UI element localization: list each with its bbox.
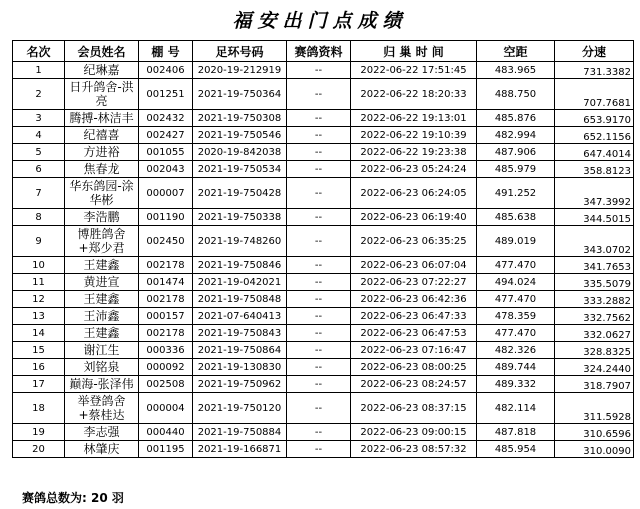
ring-cell: 2021-19-166871 [193,441,287,458]
shed-cell: 002427 [139,127,193,144]
table-row [13,226,634,257]
info-cell: -- [287,325,351,342]
shed-cell: 002406 [139,62,193,79]
table-row [13,274,634,291]
ring-cell: 2021-19-750546 [193,127,287,144]
time-cell: 2022-06-23 07:16:47 [351,342,477,359]
header-member-name: 会员姓名 [65,41,139,62]
shed-cell: 000004 [139,393,193,424]
info-cell: -- [287,274,351,291]
distance-cell: 487.818 [477,424,555,441]
member-name-cell: 举登鸽舍+蔡桂达 [65,393,139,424]
table-row [13,178,634,209]
table-row [13,376,634,393]
table-row [13,62,634,79]
table-row [13,441,634,458]
header-return-time: 归 巢 时 间 [351,41,477,62]
time-cell: 2022-06-23 06:35:25 [351,226,477,257]
info-cell: -- [287,144,351,161]
rank-cell: 1 [13,62,65,79]
time-cell: 2022-06-23 06:47:53 [351,325,477,342]
table-row [13,359,634,376]
distance-cell: 487.906 [477,144,555,161]
table-row [13,424,634,441]
speed-cell: 318.7907 [555,376,634,393]
time-cell: 2022-06-22 19:10:39 [351,127,477,144]
distance-cell: 477.470 [477,291,555,308]
speed-cell: 343.0702 [555,226,634,257]
speed-cell: 311.5928 [555,393,634,424]
header-pigeon-info: 赛鸽资料 [287,41,351,62]
rank-cell: 6 [13,161,65,178]
rank-cell: 16 [13,359,65,376]
time-cell: 2022-06-23 06:42:36 [351,291,477,308]
distance-cell: 477.470 [477,257,555,274]
rank-cell: 11 [13,274,65,291]
ring-cell: 2021-19-750864 [193,342,287,359]
rank-cell: 13 [13,308,65,325]
time-cell: 2022-06-23 08:57:32 [351,441,477,458]
shed-cell: 002508 [139,376,193,393]
time-cell: 2022-06-22 17:51:45 [351,62,477,79]
speed-cell: 647.4014 [555,144,634,161]
shed-cell: 000007 [139,178,193,209]
speed-cell: 731.3382 [555,62,634,79]
results-body [13,62,634,458]
shed-cell: 001190 [139,209,193,226]
member-name-cell: 巅海-张泽伟 [65,376,139,393]
member-name-cell: 林肇庆 [65,441,139,458]
rank-cell: 4 [13,127,65,144]
info-cell: -- [287,257,351,274]
info-cell: -- [287,110,351,127]
rank-cell: 5 [13,144,65,161]
info-cell: -- [287,359,351,376]
speed-cell: 324.2440 [555,359,634,376]
distance-cell: 489.744 [477,359,555,376]
distance-cell: 483.965 [477,62,555,79]
member-name-cell: 日升鸽舍-洪亮 [65,79,139,110]
table-row [13,257,634,274]
speed-cell: 335.5079 [555,274,634,291]
ring-cell: 2021-19-750428 [193,178,287,209]
distance-cell: 485.638 [477,209,555,226]
report-title: 福安出门点成绩 [232,10,408,32]
info-cell: -- [287,209,351,226]
shed-cell: 002178 [139,257,193,274]
distance-cell: 485.876 [477,110,555,127]
ring-cell: 2021-19-750338 [193,209,287,226]
info-cell: -- [287,226,351,257]
speed-cell: 332.0627 [555,325,634,342]
shed-cell: 001251 [139,79,193,110]
member-name-cell: 腾搏-林洁丰 [65,110,139,127]
speed-cell: 341.7653 [555,257,634,274]
shed-cell: 001195 [139,441,193,458]
speed-cell: 333.2882 [555,291,634,308]
ring-cell: 2021-19-750534 [193,161,287,178]
member-name-cell: 纪禧喜 [65,127,139,144]
time-cell: 2022-06-23 05:24:24 [351,161,477,178]
info-cell: -- [287,62,351,79]
info-cell: -- [287,393,351,424]
total-count: 赛鸽总数为: 20 羽 [22,491,124,505]
info-cell: -- [287,161,351,178]
header-row [13,41,634,62]
ring-cell: 2021-19-042021 [193,274,287,291]
rank-cell: 19 [13,424,65,441]
member-name-cell: 华东鸽园-涂华彬 [65,178,139,209]
speed-cell: 310.0090 [555,441,634,458]
member-name-cell: 焦春龙 [65,161,139,178]
ring-cell: 2021-19-750962 [193,376,287,393]
speed-cell: 347.3992 [555,178,634,209]
rank-cell: 20 [13,441,65,458]
speed-cell: 332.7562 [555,308,634,325]
ring-cell: 2021-19-750848 [193,291,287,308]
rank-cell: 9 [13,226,65,257]
ring-cell: 2021-19-750884 [193,424,287,441]
time-cell: 2022-06-22 19:23:38 [351,144,477,161]
distance-cell: 485.954 [477,441,555,458]
time-cell: 2022-06-23 08:00:25 [351,359,477,376]
header-distance: 空距 [477,41,555,62]
time-cell: 2022-06-23 09:00:15 [351,424,477,441]
shed-cell: 002432 [139,110,193,127]
speed-cell: 310.6596 [555,424,634,441]
time-cell: 2022-06-23 08:37:15 [351,393,477,424]
member-name-cell: 谢江生 [65,342,139,359]
rank-cell: 15 [13,342,65,359]
rank-cell: 3 [13,110,65,127]
member-name-cell: 李浩鹏 [65,209,139,226]
ring-cell: 2021-19-750308 [193,110,287,127]
rank-cell: 14 [13,325,65,342]
info-cell: -- [287,308,351,325]
distance-cell: 482.994 [477,127,555,144]
member-name-cell: 王建鑫 [65,257,139,274]
info-cell: -- [287,291,351,308]
rank-cell: 7 [13,178,65,209]
rank-cell: 12 [13,291,65,308]
ring-cell: 2020-19-212919 [193,62,287,79]
member-name-cell: 王沛鑫 [65,308,139,325]
member-name-cell: 李志强 [65,424,139,441]
table-row [13,144,634,161]
time-cell: 2022-06-22 19:13:01 [351,110,477,127]
member-name-cell: 刘铭泉 [65,359,139,376]
time-cell: 2022-06-23 06:24:05 [351,178,477,209]
info-cell: -- [287,342,351,359]
distance-cell: 482.326 [477,342,555,359]
speed-cell: 344.5015 [555,209,634,226]
member-name-cell: 黄进宣 [65,274,139,291]
header-rank: 名次 [13,41,65,62]
header-shed-number: 棚 号 [139,41,193,62]
time-cell: 2022-06-23 07:22:27 [351,274,477,291]
distance-cell: 485.979 [477,161,555,178]
distance-cell: 478.359 [477,308,555,325]
header-speed: 分速 [555,41,634,62]
distance-cell: 489.019 [477,226,555,257]
distance-cell: 482.114 [477,393,555,424]
distance-cell: 489.332 [477,376,555,393]
speed-cell: 358.8123 [555,161,634,178]
info-cell: -- [287,178,351,209]
ring-cell: 2020-19-842038 [193,144,287,161]
shed-cell: 000440 [139,424,193,441]
shed-cell: 001055 [139,144,193,161]
distance-cell: 491.252 [477,178,555,209]
rank-cell: 17 [13,376,65,393]
ring-cell: 2021-07-640413 [193,308,287,325]
member-name-cell: 方进裕 [65,144,139,161]
distance-cell: 477.470 [477,325,555,342]
time-cell: 2022-06-23 08:24:57 [351,376,477,393]
info-cell: -- [287,127,351,144]
shed-cell: 002450 [139,226,193,257]
ring-cell: 2021-19-750843 [193,325,287,342]
shed-cell: 002043 [139,161,193,178]
table-row [13,209,634,226]
table-row [13,393,634,424]
rank-cell: 2 [13,79,65,110]
info-cell: -- [287,79,351,110]
member-name-cell: 纪琳嘉 [65,62,139,79]
time-cell: 2022-06-22 18:20:33 [351,79,477,110]
shed-cell: 002178 [139,291,193,308]
time-cell: 2022-06-23 06:19:40 [351,209,477,226]
info-cell: -- [287,376,351,393]
time-cell: 2022-06-23 06:07:04 [351,257,477,274]
shed-cell: 000092 [139,359,193,376]
member-name-cell: 王建鑫 [65,291,139,308]
results-table [12,40,634,458]
shed-cell: 000157 [139,308,193,325]
ring-cell: 2021-19-748260 [193,226,287,257]
info-cell: -- [287,424,351,441]
rank-cell: 18 [13,393,65,424]
time-cell: 2022-06-23 06:47:33 [351,308,477,325]
table-row [13,291,634,308]
ring-cell: 2021-19-130830 [193,359,287,376]
ring-cell: 2021-19-750120 [193,393,287,424]
ring-cell: 2021-19-750364 [193,79,287,110]
member-name-cell: 王建鑫 [65,325,139,342]
shed-cell: 001474 [139,274,193,291]
distance-cell: 494.024 [477,274,555,291]
shed-cell: 002178 [139,325,193,342]
table-row [13,308,634,325]
speed-cell: 328.8325 [555,342,634,359]
speed-cell: 653.9170 [555,110,634,127]
member-name-cell: 博胜鸽舍+郑少君 [65,226,139,257]
header-ring-number: 足环号码 [193,41,287,62]
shed-cell: 000336 [139,342,193,359]
table-row [13,110,634,127]
speed-cell: 707.7681 [555,79,634,110]
table-row [13,79,634,110]
table-row [13,127,634,144]
speed-cell: 652.1156 [555,127,634,144]
info-cell: -- [287,441,351,458]
distance-cell: 488.750 [477,79,555,110]
table-row [13,342,634,359]
ring-cell: 2021-19-750846 [193,257,287,274]
table-row [13,161,634,178]
rank-cell: 10 [13,257,65,274]
rank-cell: 8 [13,209,65,226]
table-row [13,325,634,342]
